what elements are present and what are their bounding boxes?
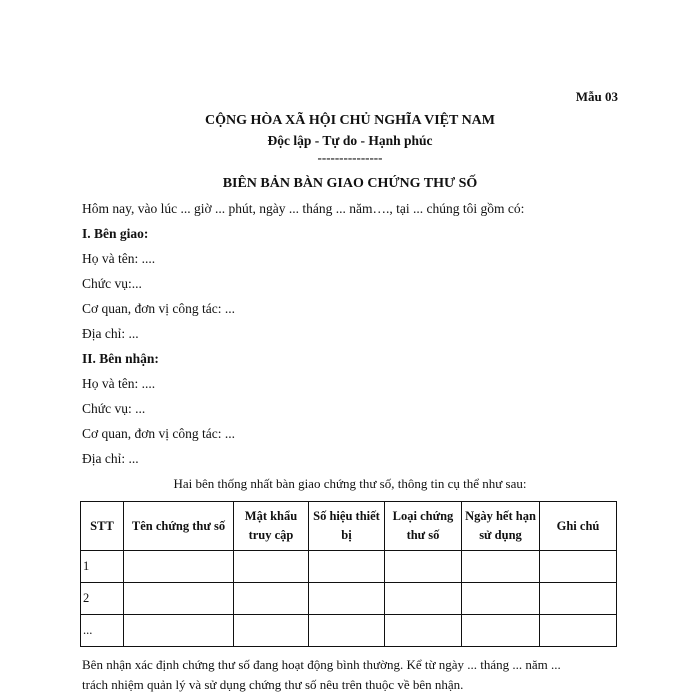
header-device-number: Số hiệu thiết bị	[309, 502, 385, 551]
header-expiry-date: Ngày hết hạn sử dụng	[462, 502, 540, 551]
document-title: BIÊN BẢN BÀN GIAO CHỨNG THƯ SỐ	[222, 176, 478, 191]
receiver-address: Địa chỉ: ...	[82, 451, 139, 466]
footer-line-1: Bên nhận xác định chứng thư số đang hoạt động bình thường. Kể từ ngày ... tháng ... năm ...	[82, 657, 561, 672]
sender-name: Họ và tên: ....	[82, 251, 156, 266]
table-cell	[462, 583, 540, 615]
header-certificate-name: Tên chứng thư số	[124, 502, 234, 551]
table-cell	[385, 583, 462, 615]
table-cell	[385, 551, 462, 583]
table-cell	[234, 551, 309, 583]
table-cell	[540, 551, 617, 583]
table-intro: Hai bên thống nhất bàn giao chứng thư số, thông tin cụ thể như sau:	[173, 476, 527, 491]
table-cell	[309, 615, 385, 647]
table-cell	[124, 615, 234, 647]
sender-address: Địa chỉ: ...	[82, 326, 139, 341]
receiver-agency: Cơ quan, đơn vị công tác: ...	[82, 426, 236, 441]
table-cell	[462, 551, 540, 583]
intro-text: Hôm nay, vào lúc ... giờ ... phút, ngày ... tháng ... năm…., tại ... chúng tôi gồm có:	[82, 201, 525, 216]
header-stt: STT	[81, 502, 124, 551]
table-cell	[385, 615, 462, 647]
table-cell	[462, 615, 540, 647]
table-header-row	[81, 502, 617, 551]
nation-heading: CỘNG HÒA XÃ HỘI CHỦ NGHĨA VIỆT NAM	[204, 113, 495, 128]
table-cell	[309, 551, 385, 583]
table-cell	[234, 583, 309, 615]
table-cell	[540, 583, 617, 615]
receiver-heading: II. Bên nhận:	[82, 351, 159, 366]
table-cell: 1	[81, 551, 124, 583]
motto-divider: ---------------	[317, 150, 383, 165]
table-cell	[234, 615, 309, 647]
header-notes: Ghi chú	[540, 502, 617, 551]
table-cell	[309, 583, 385, 615]
table-row	[81, 615, 617, 647]
sender-heading: I. Bên giao:	[82, 226, 149, 241]
table-row	[81, 551, 617, 583]
sender-agency: Cơ quan, đơn vị công tác: ...	[82, 301, 236, 316]
table-cell: ...	[81, 615, 124, 647]
receiver-name: Họ và tên: ....	[82, 376, 156, 391]
header-certificate-type: Loại chứng thư số	[385, 502, 462, 551]
table-cell	[124, 551, 234, 583]
table-cell: 2	[81, 583, 124, 615]
table-row	[81, 583, 617, 615]
receiver-position: Chức vụ: ...	[82, 401, 146, 416]
sender-position: Chức vụ:...	[82, 276, 142, 291]
certificate-table	[80, 501, 617, 647]
motto: Độc lập - Tự do - Hạnh phúc	[267, 133, 433, 148]
table-cell	[540, 615, 617, 647]
footer-line-2: trách nhiệm quản lý và sử dụng chứng thư số nêu trên thuộc về bên nhận.	[82, 677, 464, 692]
header-password: Mật khẩu truy cập	[234, 502, 309, 551]
form-code: Mẫu 03	[575, 89, 618, 104]
table-cell	[124, 583, 234, 615]
